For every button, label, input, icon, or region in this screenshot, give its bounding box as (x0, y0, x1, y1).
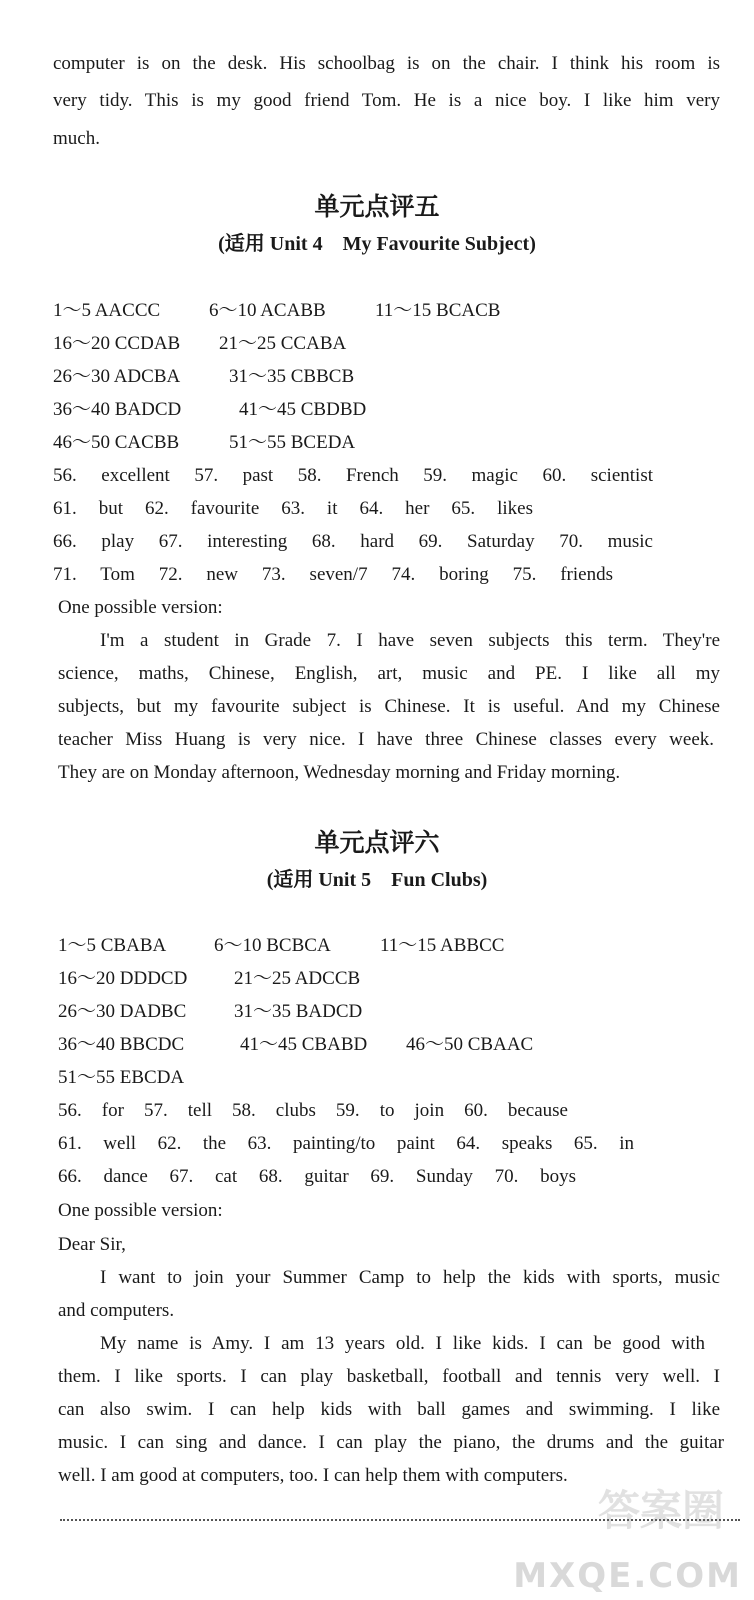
answer-group: 46～50 CACBB (53, 432, 180, 453)
answer-group: 11～15 ABBCC (380, 935, 505, 956)
section6-para2-line: them. I like sports. I can play basketball, football and tennis very well. I (58, 1366, 720, 1387)
section5-version-label: One possible version: (58, 597, 223, 618)
section6-answer-row (58, 1000, 754, 1024)
answer-group: 36～40 BADCD (53, 399, 182, 420)
answer-group: 1～5 AACCC (53, 300, 161, 321)
section6-para2-line: can also swim. I can help kids with ball games and swimming. I like (58, 1399, 720, 1420)
section6-subtitle: (适用 Unit 5 Fun Clubs) (266, 869, 488, 891)
section6-answer-row (58, 967, 754, 991)
section6-answer-row (58, 934, 754, 958)
answer-group: 36～40 BBCDC (58, 1034, 185, 1055)
answer-group: 11～15 BCACB (375, 300, 501, 321)
watermark-url: MXQE.COM (513, 1556, 742, 1596)
section6-para2-line: music. I can sing and dance. I can play the piano, the drums and the guitar (58, 1432, 724, 1453)
answer-group: 1～5 CBABA (58, 935, 167, 956)
section6-fill-line: 66. dance 67. cat 68. guitar 69. Sunday 70. boys (58, 1166, 576, 1187)
section6-version-label: One possible version: (58, 1200, 223, 1221)
answer-group: 6～10 ACABB (209, 300, 326, 321)
answer-group: 46～50 CBAAC (406, 1034, 534, 1055)
section5-essay-line: They are on Monday afternoon, Wednesday morning and Friday morning. (58, 762, 621, 783)
section6-salutation: Dear Sir, (58, 1234, 126, 1255)
section5-fill-line: 66. play 67. interesting 68. hard 69. Saturday 70. music (53, 531, 653, 552)
section6-para2-line: My name is Amy. I am 13 years old. I like kids. I can be good with (100, 1333, 705, 1354)
section5-title: 单元点评五 (314, 192, 440, 221)
section6-para1-line: I want to join your Summer Camp to help the kids with sports, music (100, 1267, 720, 1288)
section6-title: 单元点评六 (314, 828, 440, 857)
section6-para2-line: well. I am good at computers, too. I can help them with computers. (58, 1465, 568, 1486)
answer-group: 16～20 CCDAB (53, 333, 181, 354)
section5-essay-line: subjects, but my favourite subject is Chinese. It is useful. And my Chinese (58, 696, 720, 717)
section6-answer-row (58, 1066, 754, 1090)
watermark-logo: 答案圈 (597, 1486, 724, 1535)
section5-answer-row (53, 365, 754, 389)
section5-answer-row (53, 431, 754, 455)
top-paragraph-line-3: much. (53, 128, 100, 149)
section6-para1-line: and computers. (58, 1300, 175, 1321)
top-paragraph-line-1: computer is on the desk. His schoolbag is on the chair. I think his room is (53, 53, 720, 74)
answer-group: 26～30 ADCBA (53, 366, 181, 387)
answer-group: 41～45 CBDBD (239, 399, 367, 420)
section5-answer-row (53, 299, 754, 323)
section5-fill-line: 71. Tom 72. new 73. seven/7 74. boring 75. friends (53, 564, 613, 585)
section5-fill-line: 61. but 62. favourite 63. it 64. her 65. likes (53, 498, 533, 519)
answer-group: 16～20 DDDCD (58, 968, 188, 989)
answer-group: 21～25 ADCCB (234, 968, 361, 989)
answer-group: 31～35 CBBCB (229, 366, 355, 387)
section5-essay-line: teacher Miss Huang is very nice. I have three Chinese classes every week. (58, 729, 714, 750)
section6-fill-line: 61. well 62. the 63. painting/to paint 64. speaks 65. in (58, 1133, 634, 1154)
section6-answer-row (58, 1033, 754, 1057)
answer-group: 6～10 BCBCA (214, 935, 331, 956)
answer-group: 21～25 CCABA (219, 333, 347, 354)
answer-group: 51～55 EBCDA (58, 1067, 185, 1088)
section5-answer-row (53, 332, 754, 356)
section5-subtitle: (适用 Unit 4 My Favourite Subject) (218, 233, 536, 255)
section5-answer-row (53, 398, 754, 422)
answer-group: 41～45 CBABD (240, 1034, 368, 1055)
top-paragraph-line-2: very tidy. This is my good friend Tom. He is a nice boy. I like him very (53, 90, 720, 111)
section5-essay-line: I'm a student in Grade 7. I have seven subjects this term. They're (100, 630, 720, 651)
section5-essay-line: science, maths, Chinese, English, art, music and PE. I like all my (58, 663, 720, 684)
answer-group: 26～30 DADBC (58, 1001, 187, 1022)
section5-fill-line: 56. excellent 57. past 58. French 59. magic 60. scientist (53, 465, 653, 486)
section6-fill-line: 56. for 57. tell 58. clubs 59. to join 60. because (58, 1100, 568, 1121)
answer-group: 51～55 BCEDA (229, 432, 356, 453)
answer-group: 31～35 BADCD (234, 1001, 363, 1022)
